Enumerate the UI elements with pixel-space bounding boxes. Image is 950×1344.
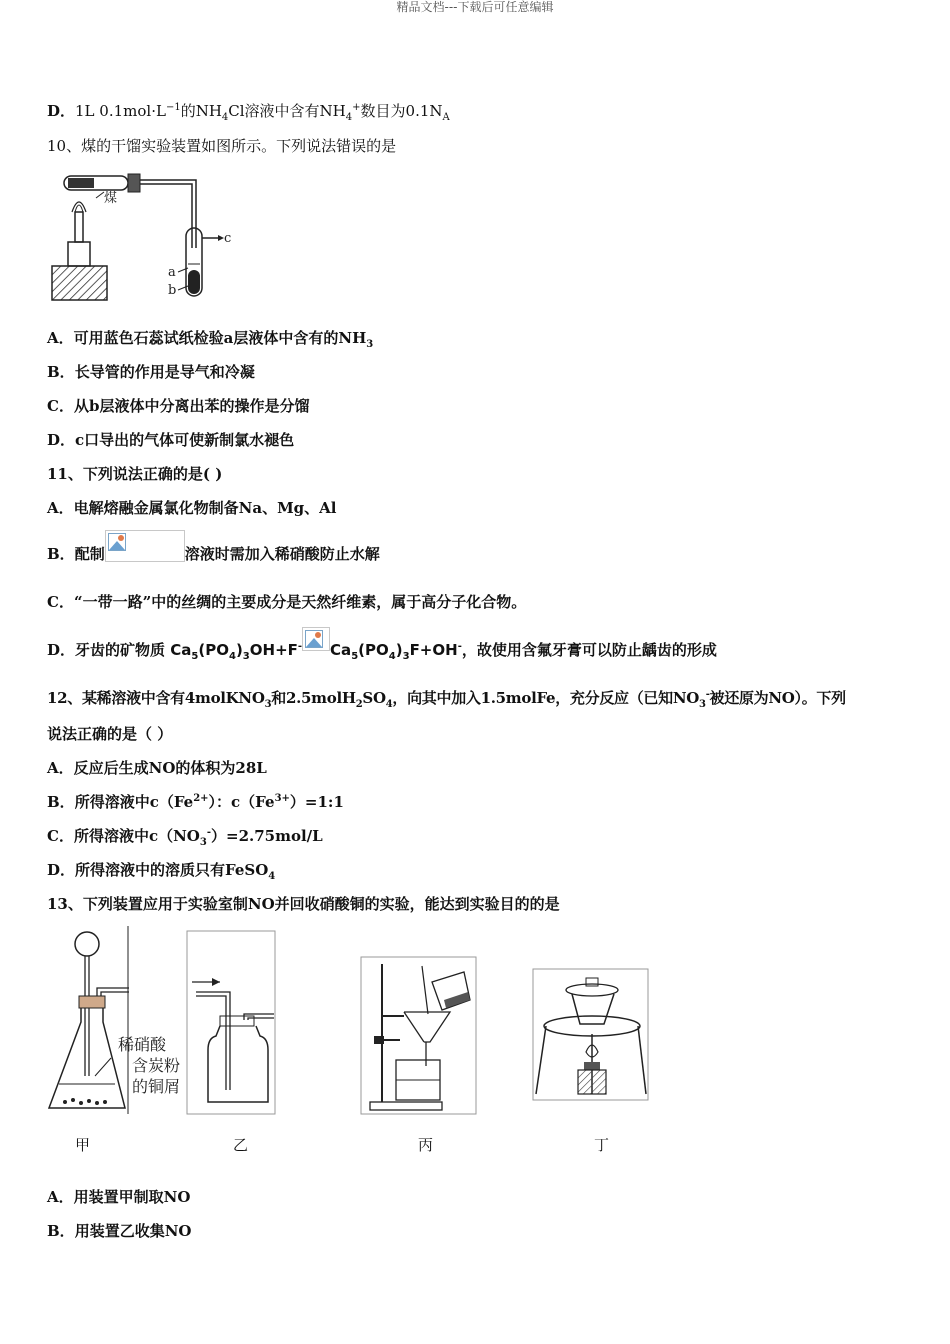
q10-option-d: D．c口导出的气体可使新制氯水褪色	[47, 431, 295, 449]
evaporation-crucible-diagram	[532, 968, 650, 1102]
q13-option-a: A．用装置甲制取NO	[47, 1188, 191, 1206]
q11-option-c: C．“一带一路”中的丝绸的主要成分是天然纤维素，属于高分子化合物。	[47, 593, 527, 611]
caption-yi: 乙	[233, 1136, 249, 1154]
caption-jia: 甲	[75, 1136, 91, 1154]
apparatus-bing-figure	[360, 956, 478, 1116]
q12-option-c: C．所得溶液中$c(NO_3^-)=2.75mol/L$	[47, 827, 323, 848]
q13-option-b: B．用装置乙收集NO	[47, 1222, 192, 1240]
caption-bing: 丙	[418, 1136, 434, 1154]
q10-option-b: B．长导管的作用是导气和冷凝	[47, 363, 255, 381]
page-header: 精品文档---下载后可任意编辑	[396, 0, 554, 14]
q11-option-d: D．牙齿的矿物质 $Ca_5(PO_4)_3OH+F^-$ $Ca_5(PO_4)_3F+OH^-$，故使用含氟牙膏可以防止龋齿的形成	[47, 640, 717, 660]
q10-stem: 10、煤的干馏实验装置如图所示。下列说法错误的是	[47, 137, 397, 155]
q12-option-b: B．所得溶液中$c(Fe^{2+})$：$c(Fe^{3+})=1:1$	[47, 793, 344, 811]
coal-distillation-apparatus-diagram	[48, 168, 233, 304]
q10-option-c: C．从b层液体中分离出苯的操作是分馏	[47, 397, 310, 415]
broken-image-icon	[108, 533, 126, 551]
q11-stem: 11、下列说法正确的是( )	[47, 465, 223, 483]
missing-equilibrium-arrow-image	[302, 627, 330, 651]
caption-ding: 丁	[594, 1136, 610, 1154]
coal-label: 煤	[104, 191, 118, 206]
missing-formula-image	[105, 530, 185, 562]
gas-collection-bottle-diagram	[186, 930, 278, 1116]
q12-option-a: A．反应后生成NO的体积为28L	[47, 759, 267, 777]
outlet-c-label: c	[224, 231, 232, 246]
coal-distillation-figure	[48, 168, 233, 304]
q12-option-d: D．所得溶液中的溶质只有FeSO$_4$	[47, 861, 276, 882]
layer-b-label: b	[168, 283, 177, 298]
q10-option-a: A．可用蓝色石蕊试纸检验a层液体中含有的$NH_3$	[47, 329, 374, 350]
apparatus-jia-labels: 稀硝酸 含炭粉 的铜屑	[118, 1035, 181, 1096]
q11-option-b: B．配制 溶液时需加入稀硝酸防止水解	[47, 544, 380, 564]
apparatus-ding-figure	[532, 968, 650, 1102]
q9-option-d: D．1L $0.1mol\cdot L^{-1}$的$NH_4Cl$溶液中含有$NH_4^+$数目为$0.1N_A$	[47, 102, 450, 123]
broken-image-icon	[305, 630, 323, 648]
q13-stem: 13、下列装置应用于实验室制NO并回收硝酸铜的实验，能达到实验目的的是	[47, 895, 560, 913]
layer-a-label: a	[168, 265, 176, 280]
q11-option-a: A．电解熔融金属氯化物制备Na、Mg、Al	[47, 499, 337, 517]
q12-stem-line2: 说法正确的是（ ）	[47, 725, 173, 743]
q12-stem-line1: 12、某稀溶液中含有4molKNO$_3$和$2.5molH_2SO_4$，向其中加入1.5molFe，充分反应（已知$NO_3^-$被还原为NO）。下列	[47, 689, 846, 710]
apparatus-yi-figure	[186, 930, 278, 1116]
filtration-setup-diagram	[360, 956, 478, 1116]
